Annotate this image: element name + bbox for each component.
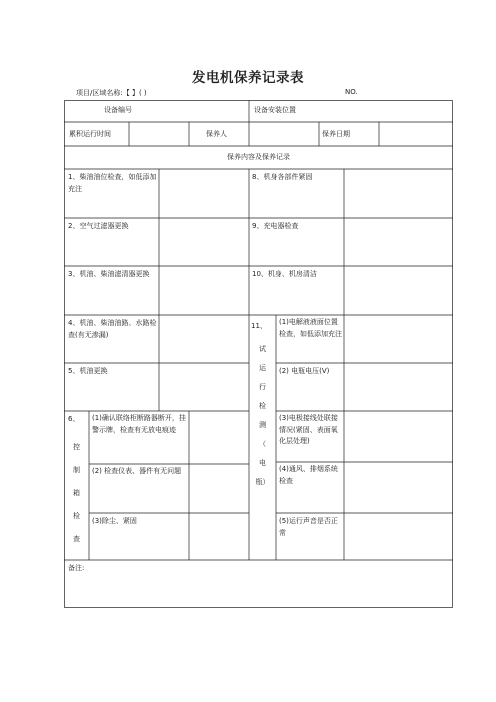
remarks-label: 备注: [68, 564, 85, 572]
item-11-5-running-sound: (5)运行声音是否正常 [279, 517, 338, 537]
item-6-vertical-label [73, 436, 80, 551]
item-11-char: （ [259, 440, 266, 448]
item-10-room-cleaning: 10、机身、机房清洁 [252, 270, 317, 278]
maintain-date-label: 保养日期 [322, 130, 350, 138]
item-11-vertical-label [249, 340, 276, 492]
item-11-4-ventilation-check: (4)通风、排烟系统检查 [279, 465, 338, 485]
item-11-char: 行 [259, 383, 266, 391]
item-3-oil-filter: 3、机油、柴油滤清器更换 [68, 270, 150, 278]
item-6-number: 6、 [68, 415, 80, 423]
item-4-oil-water-lines: 4、机油、柴油油路、水路检查(有无渗漏) [68, 319, 157, 339]
item-5-oil-change: 5、机油更换 [68, 367, 108, 375]
item-11-char: 运 [259, 364, 266, 372]
item-11-char: 试 [259, 345, 266, 353]
item-2-air-filter: 2、空气过滤器更换 [68, 222, 129, 230]
item-11-1-electrolyte-check: (1)电解液液面位置检查，如低添加充注 [279, 318, 342, 338]
item-6-char: 检 [73, 512, 80, 520]
maintenance-record-table [64, 100, 453, 608]
item-1-fuel-level: 1、柴油油位检查，如低添加充注 [68, 173, 157, 193]
item-6-char: 制 [73, 466, 80, 474]
page-title: 发电机保养记录表 [192, 70, 304, 86]
item-11-char: 检 [259, 402, 266, 410]
maintainer-label: 保养人 [206, 130, 227, 138]
item-8-body-tighten: 8、机身各部件紧固 [252, 173, 313, 181]
item-6-1-breaker-check: (1)确认联络柜断路器断开，挂警示牌，检查有无放电痕迹 [92, 414, 186, 434]
run-time-label: 累积运行时间 [69, 130, 111, 138]
record-number-label: NO. [345, 88, 358, 96]
item-11-char: 测 [259, 421, 266, 429]
item-9-charger-check: 9、充电器检查 [252, 222, 299, 230]
section-title: 保养内容及保养记录 [227, 153, 290, 161]
item-6-char: 箱 [73, 489, 80, 497]
item-6-char: 查 [73, 535, 80, 543]
item-6-3-dust-tighten: (3)除尘、紧固 [92, 517, 137, 525]
item-11-char: 电 [259, 459, 266, 467]
item-11-char: 瓶） [255, 478, 270, 486]
item-11-3-terminal-check: (3)电极接线处联接情况(紧固、表面氧化层处理) [279, 414, 338, 445]
install-location-label: 设备安装位置 [254, 106, 296, 114]
item-6-2-instrument-check: (2) 检查仪表、器件有无问题 [92, 467, 182, 475]
project-name-label: 项目/区域名称:【 】( ) [76, 89, 147, 97]
item-11-number: 11、 [251, 322, 267, 330]
item-6-char: 控 [73, 443, 80, 451]
device-number-label: 设备编号 [104, 106, 132, 114]
item-11-2-battery-voltage: (2) 电瓶电压(V) [279, 367, 330, 375]
